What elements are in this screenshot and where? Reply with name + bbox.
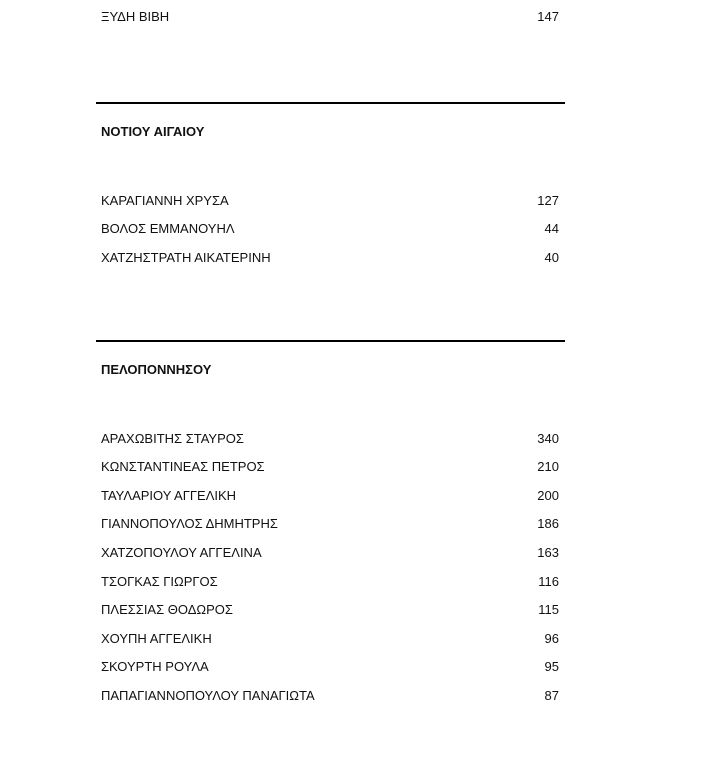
list-item (101, 457, 559, 477)
candidate-name: ΤΑΥΛΑΡΙΟΥ ΑΓΓΕΛΙΚΗ (101, 488, 237, 503)
section-title: ΠΕΛΟΠΟΝΝΗΣΟΥ (101, 362, 212, 377)
list-item (101, 486, 559, 506)
section-title: ΝΟΤΙΟΥ ΑΙΓΑΙΟΥ (101, 124, 205, 139)
list-item (101, 248, 559, 268)
candidate-name: ΚΑΡΑΓΙΑΝΝΗ ΧΡΥΣΑ (101, 193, 229, 208)
vote-count: 200 (537, 488, 559, 503)
list-item (101, 543, 559, 563)
vote-count: 96 (544, 631, 559, 646)
list-item (101, 219, 559, 239)
vote-count: 44 (544, 221, 559, 236)
vote-count: 40 (544, 250, 559, 265)
list-item (101, 657, 559, 677)
candidate-name: ΧΑΤΖΟΠΟΥΛΟΥ ΑΓΓΕΛΙΝΑ (101, 545, 262, 560)
candidate-name: ΑΡΑΧΩΒΙΤΗΣ ΣΤΑΥΡΟΣ (101, 431, 244, 446)
candidate-name: ΞΥΔΗ ΒΙΒΗ (101, 9, 170, 24)
vote-count: 210 (537, 459, 559, 474)
section-divider (96, 340, 565, 342)
candidate-name: ΠΛΕΣΣΙΑΣ ΘΟΔΩΡΟΣ (101, 602, 233, 617)
list-item (101, 7, 559, 27)
list-item (101, 572, 559, 592)
list-item (101, 686, 559, 706)
candidate-name: ΧΑΤΖΗΣΤΡΑΤΗ ΑΙΚΑΤΕΡΙΝΗ (101, 250, 271, 265)
vote-count: 115 (538, 602, 559, 617)
list-item (101, 429, 559, 449)
vote-count: 95 (544, 659, 559, 674)
vote-count: 186 (537, 516, 559, 531)
candidate-name: ΚΩΝΣΤΑΝΤΙΝΕΑΣ ΠΕΤΡΟΣ (101, 459, 265, 474)
candidate-name: ΒΟΛΟΣ ΕΜΜΑΝΟΥΗΛ (101, 221, 235, 236)
vote-count: 116 (538, 574, 559, 589)
vote-count: 147 (537, 9, 559, 24)
candidate-name: ΓΙΑΝΝΟΠΟΥΛΟΣ ΔΗΜΗΤΡΗΣ (101, 516, 278, 531)
list-item (101, 629, 559, 649)
vote-count: 163 (537, 545, 559, 560)
candidate-name: ΠΑΠΑΓΙΑΝΝΟΠΟΥΛΟΥ ΠΑΝΑΓΙΩΤΑ (101, 688, 315, 703)
list-item (101, 191, 559, 211)
vote-count: 340 (537, 431, 559, 446)
candidate-name: ΧΟΥΠΗ ΑΓΓΕΛΙΚΗ (101, 631, 212, 646)
list-item (101, 514, 559, 534)
vote-count: 127 (537, 193, 559, 208)
section-divider (96, 102, 565, 104)
candidate-name: ΣΚΟΥΡΤΗ ΡΟΥΛΑ (101, 659, 209, 674)
candidate-name: ΤΣΟΓΚΑΣ ΓΙΩΡΓΟΣ (101, 574, 218, 589)
list-item (101, 600, 559, 620)
vote-count: 87 (544, 688, 559, 703)
